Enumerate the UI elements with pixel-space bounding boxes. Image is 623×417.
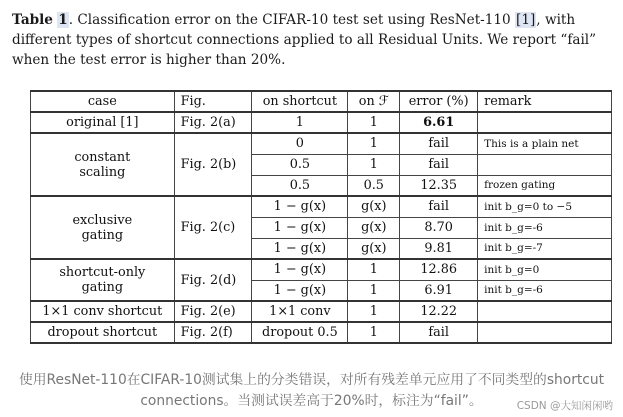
case-line1: constant <box>74 149 131 165</box>
header-on-f: on ℱ <box>348 91 400 112</box>
table-row-shortcut-only-1 <box>31 259 612 280</box>
header-case: case <box>31 91 175 112</box>
cell-remark: init b_g=-6 <box>478 217 612 238</box>
cell-on-shortcut: dropout 0.5 <box>252 322 348 343</box>
cell-remark <box>478 322 612 343</box>
cell-case-shortcut-only <box>31 259 175 301</box>
cell-on-shortcut: 0.5 <box>252 154 348 175</box>
cell-fig: Fig. 2(f) <box>174 322 252 343</box>
cell-error: 12.86 <box>400 259 478 280</box>
cell-case: dropout shortcut <box>31 322 175 343</box>
cell-remark <box>478 301 612 322</box>
translation-line-2: connections。当测试误差高于20%时，标注为“fail”。 <box>140 393 483 409</box>
cell-remark: init b_g=-6 <box>478 280 612 301</box>
cell-on-shortcut: 1 − g(x) <box>252 259 348 280</box>
cell-case: original [1] <box>31 112 175 133</box>
cell-error: fail <box>400 154 478 175</box>
cell-remark <box>478 112 612 133</box>
cell-on-shortcut: 1 − g(x) <box>252 196 348 217</box>
cell-remark: This is a plain net <box>478 133 612 154</box>
cell-on-f: 1 <box>348 154 400 175</box>
cell-remark: init b_g=0 to −5 <box>478 196 612 217</box>
cell-on-f: 1 <box>348 301 400 322</box>
cell-on-f: 1 <box>348 259 400 280</box>
cell-on-shortcut: 1 − g(x) <box>252 217 348 238</box>
cell-on-f: 1 <box>348 322 400 343</box>
cell-error: 12.22 <box>400 301 478 322</box>
cell-case-exclusive <box>31 196 175 259</box>
cell-fig: Fig. 2(d) <box>174 259 252 301</box>
table-row-original <box>31 112 612 133</box>
cell-error: 6.61 <box>400 112 478 133</box>
case-line2: gating <box>81 227 124 243</box>
table-caption <box>12 10 618 70</box>
caption-ref-link[interactable]: [1] <box>516 12 536 28</box>
cell-fig: Fig. 2(e) <box>174 301 252 322</box>
cell-fig: Fig. 2(a) <box>174 112 252 133</box>
cell-on-f: g(x) <box>348 217 400 238</box>
cell-error: 9.81 <box>400 238 478 259</box>
cell-remark: frozen gating <box>478 175 612 196</box>
cell-case-constant <box>31 133 175 196</box>
case-line2: gating <box>81 280 124 295</box>
table-row-exclusive-1 <box>31 196 612 217</box>
cell-on-shortcut: 1 − g(x) <box>252 238 348 259</box>
translation-line-1: 使用ResNet-110在CIFAR-10测试集上的分类错误，对所有残差单元应用了不同类型的shortcut <box>18 372 605 388</box>
caption-text-a: . Classification error on the CIFAR-10 test set using ResNet-110 <box>68 12 516 28</box>
cell-error: fail <box>400 196 478 217</box>
cell-error: 8.70 <box>400 217 478 238</box>
table-row-constant-1 <box>31 133 612 154</box>
cell-remark <box>478 154 612 175</box>
header-row <box>31 91 612 112</box>
cell-remark: init b_g=0 <box>478 259 612 280</box>
cell-on-shortcut: 1×1 conv <box>252 301 348 322</box>
cell-on-f: g(x) <box>348 196 400 217</box>
watermark: CSDN @大知闲闲哟 <box>516 400 613 412</box>
caption-label: Table <box>12 12 53 28</box>
cell-error: fail <box>400 133 478 154</box>
case-line1: shortcut-only <box>59 265 146 280</box>
cell-fig: Fig. 2(c) <box>174 196 252 259</box>
cell-on-f: 1 <box>348 133 400 154</box>
cell-on-shortcut: 1 <box>252 112 348 133</box>
caption-text-b: , with different types of shortcut connections applied to all Residual Units. We report “fail” when the test error is higher than 20%. <box>12 12 597 68</box>
case-line2: scaling <box>79 164 126 180</box>
results-table <box>30 90 612 344</box>
cell-error: 12.35 <box>400 175 478 196</box>
table-row-conv <box>31 301 612 322</box>
header-fig: Fig. <box>174 91 252 112</box>
table-row-dropout <box>31 322 612 343</box>
cell-on-f: g(x) <box>348 238 400 259</box>
cell-on-f: 0.5 <box>348 175 400 196</box>
cell-on-shortcut: 0 <box>252 133 348 154</box>
header-on-shortcut: on shortcut <box>252 91 348 112</box>
cell-error: 6.91 <box>400 280 478 301</box>
case-line1: exclusive <box>72 212 133 228</box>
cell-error: fail <box>400 322 478 343</box>
cell-on-shortcut: 0.5 <box>252 175 348 196</box>
cell-on-f: 1 <box>348 112 400 133</box>
header-error: error (%) <box>400 91 478 112</box>
header-remark: remark <box>478 91 612 112</box>
cell-fig: Fig. 2(b) <box>174 133 252 196</box>
cell-case: 1×1 conv shortcut <box>31 301 175 322</box>
caption-number: 1 <box>58 12 68 28</box>
cell-on-f: 1 <box>348 280 400 301</box>
cell-remark: init b_g=-7 <box>478 238 612 259</box>
cell-on-shortcut: 1 − g(x) <box>252 280 348 301</box>
